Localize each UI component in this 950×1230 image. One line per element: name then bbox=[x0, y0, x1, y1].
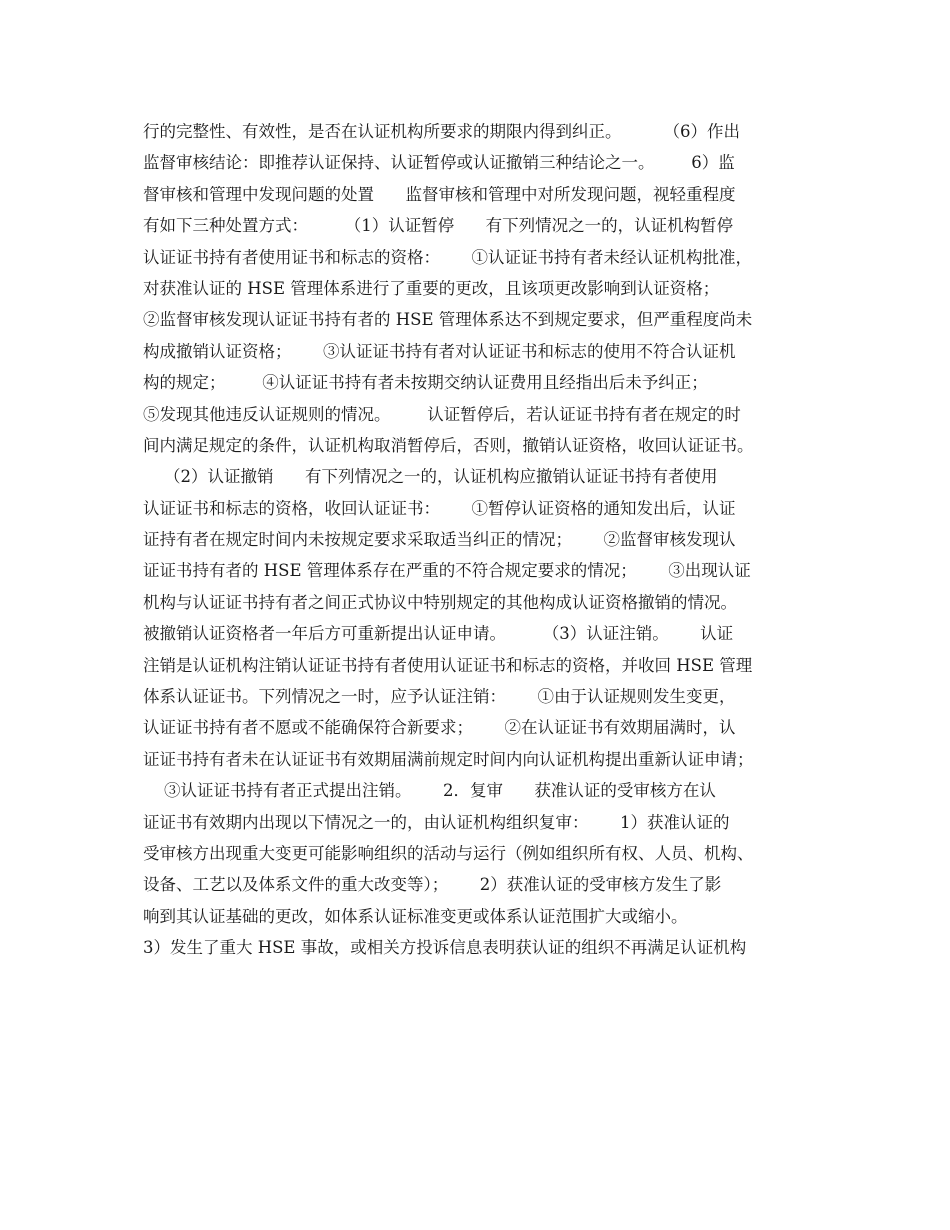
text-line: 对获准认证的 HSE 管理体系进行了重要的更改，且该项更改影响到认证资格； bbox=[143, 278, 720, 298]
text-line: 注销是认证机构注销认证证书持有者使用认证证书和标志的资格，并收回 HSE 管理 bbox=[143, 655, 753, 675]
text-line: 机构与认证证书持有者之间正式协议中特别规定的其他构成认证资格撤销的情况。 bbox=[143, 592, 737, 612]
text-line: 间内满足规定的条件，认证机构取消暂停后，否则，撤销认证资格，收回认证证书。 bbox=[143, 435, 754, 455]
text-line: 认证证书和标志的资格，收回认证证书： ①暂停认证资格的通知发出后，认证 bbox=[143, 498, 736, 518]
text-line: 受审核方出现重大变更可能影响组织的活动与运行（例如组织所有权、人员、机构、 bbox=[143, 843, 754, 863]
text-line: 认证证书持有者使用证书和标志的资格： ①认证证书持有者未经认证机构批准， bbox=[143, 247, 752, 267]
text-line: 监督审核结论：即推荐认证保持、认证暂停或认证撤销三种结论之一。 6）监 bbox=[143, 153, 735, 173]
text-line: 体系认证证书。下列情况之一时，应予认证注销： ①由于认证规则发生变更， bbox=[143, 687, 736, 707]
text-line: 有如下三种处置方式： （1）认证暂停 有下列情况之一的，认证机构暂停 bbox=[143, 216, 734, 236]
text-line: 证证书持有者的 HSE 管理体系存在严重的不符合规定要求的情况； ③出现认证 bbox=[143, 561, 751, 581]
text-line: 设备、工艺以及体系文件的重大改变等）； 2）获准认证的受审核方发生了影 bbox=[143, 875, 722, 895]
body-text bbox=[143, 116, 815, 964]
text-line: 认证证书持有者不愿或不能确保符合新要求； ②在认证证书有效期届满时，认 bbox=[143, 718, 736, 738]
text-line: 行的完整性、有效性，是否在认证机构所要求的期限内得到纠正。 （6）作出 bbox=[143, 122, 740, 141]
text-line: （2）认证撤销 有下列情况之一的，认证机构应撤销认证证书持有者使用 bbox=[143, 467, 718, 487]
text-line: 督审核和管理中发现问题的处置 监督审核和管理中对所发现问题，视轻重程度 bbox=[143, 184, 736, 204]
text-line: ③认证证书持有者正式提出注销。 2．复审 获准认证的受审核方在认 bbox=[143, 781, 716, 801]
text-line: ②监督审核发现认证证书持有者的 HSE 管理体系达不到规定要求，但严重程度尚未 bbox=[143, 310, 753, 330]
text-line: 证持有者在规定时间内未按规定要求采取适当纠正的情况； ②监督审核发现认 bbox=[143, 530, 736, 550]
text-line: 构成撤销认证资格； ③认证证书持有者对认证证书和标志的使用不符合认证机 bbox=[143, 341, 736, 361]
text-line: 3）发生了重大 HSE 事故，或相关方投诉信息表明获认证的组织不再满足认证机构 bbox=[143, 938, 747, 958]
text-line: 证证书持有者未在认证证书有效期届满前规定时间内向认证机构提出重新认证申请； bbox=[143, 749, 754, 769]
text-line: 被撤销认证资格者一年后方可重新提出认证申请。 （3）认证注销。 认证 bbox=[143, 624, 734, 644]
text-line: ⑤发现其他违反认证规则的情况。 认证暂停后，若认证证书持有者在规定的时 bbox=[143, 404, 741, 424]
text-line: 构的规定； ④认证证书持有者未按期交纳认证费用且经指出后未予纠正； bbox=[143, 373, 708, 393]
text-line: 响到其认证基础的更改，如体系认证标准变更或体系认证范围扩大或缩小。 bbox=[143, 906, 688, 926]
text-line: 证证书有效期内出现以下情况之一的，由认证机构组织复审： 1）获准认证的 bbox=[143, 812, 730, 832]
